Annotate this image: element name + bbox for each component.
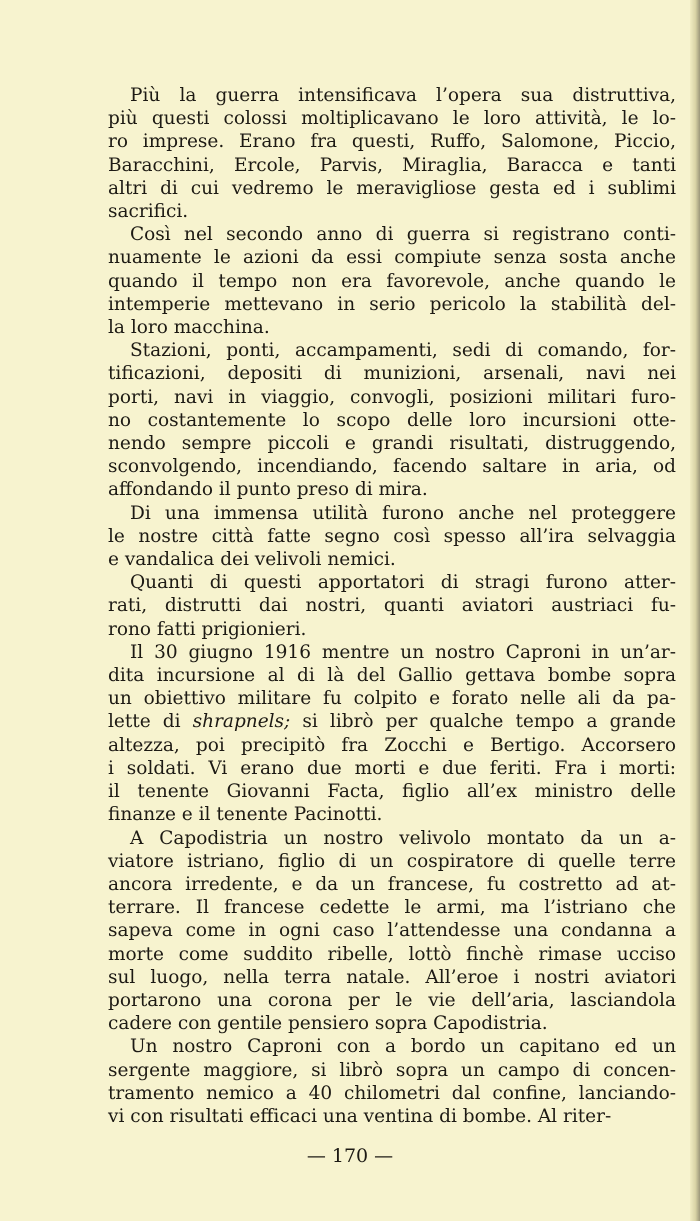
- text-line: Quanti di questi apportatori di stragi furono atter-: [130, 572, 676, 594]
- paragraph: [108, 339, 676, 501]
- paragraph: [108, 827, 676, 1036]
- text-line: sapeva come in ogni caso l’attendesse una condanna a: [108, 920, 676, 942]
- text-line: un obiettivo militare fu colpito e forato nelle ali da pa-: [108, 688, 676, 710]
- paragraph: [108, 223, 676, 339]
- text-line: A Capodistria un nostro velivolo montato da un a-: [130, 827, 676, 849]
- text-line: cadere con gentile pensiero sopra Capodistria.: [108, 1013, 548, 1035]
- text-line: i soldati. Vi erano due morti e due feriti. Fra i morti:: [108, 757, 676, 779]
- text-line: nendo sempre piccoli e grandi risultati, distruggendo,: [108, 433, 676, 455]
- text-line: terrare. Il francese cedette le armi, ma l’istriano che: [108, 897, 676, 919]
- text-line: Di una immensa utilità furono anche nel proteggere: [130, 502, 676, 524]
- paragraph: [108, 571, 676, 641]
- page-body: [108, 84, 676, 1128]
- paragraph: [108, 502, 676, 572]
- text-line: no costantemente lo scopo delle loro incursioni otte-: [108, 409, 676, 431]
- text-line: quando il tempo non era favorevole, anche quando le: [108, 270, 676, 292]
- text-line: tramento nemico a 40 chilometri dal confine, lanciando-: [108, 1082, 676, 1104]
- text-line: intemperie mettevano in serio pericolo la stabilità del-: [108, 293, 676, 315]
- text-line: le nostre città fatte segno così spesso all’ira selvaggia: [108, 525, 676, 547]
- text-line: altri di cui vedremo le meravigliose gesta ed i sublimi: [108, 177, 676, 199]
- text-line: ancora irredente, e da un francese, fu costretto ad at-: [108, 873, 676, 895]
- text-line: sacrifici.: [108, 201, 189, 223]
- text-line: Un nostro Caproni con a bordo un capitano ed un: [130, 1036, 676, 1058]
- paragraph: [108, 1035, 676, 1128]
- page-number: — 170 —: [306, 1145, 394, 1167]
- text-line: finanze e il tenente Pacinotti.: [108, 804, 383, 826]
- page-edge-shadow: [690, 0, 700, 1221]
- text-line: nuamente le azioni da essi compiute senza sosta anche: [108, 247, 676, 269]
- text-line: altezza, poi precipitò fra Zocchi e Bertigo. Accorsero: [108, 734, 676, 756]
- text-line: viatore istriano, figlio di un cospiratore di quelle terre: [108, 850, 676, 872]
- text-line: sul luogo, nella terra natale. All’eroe i nostri aviatori: [108, 966, 676, 988]
- text-line: portarono una corona per le vie dell’aria, lasciandola: [108, 989, 676, 1011]
- text-line: lette di shrapnels; si librò per qualche tempo a grande: [108, 711, 677, 733]
- text-line: Così nel secondo anno di guerra si registrano conti-: [130, 224, 676, 246]
- text-line: porti, navi in viaggio, convogli, posizioni militari furo-: [108, 386, 676, 408]
- text-line: sconvolgendo, incendiando, facendo saltare in aria, od: [108, 456, 676, 478]
- paragraph: [108, 641, 676, 827]
- text-line: più questi colossi moltiplicavano le loro attività, le lo-: [108, 108, 676, 130]
- text-line: il tenente Giovanni Facta, figlio all’ex ministro delle: [108, 781, 676, 803]
- text-line: tificazioni, depositi di munizioni, arsenali, navi nei: [108, 363, 676, 385]
- text-line: e vandalica dei velivoli nemici.: [108, 549, 396, 571]
- paragraph: [108, 84, 676, 223]
- text-line: sergente maggiore, si librò sopra un campo di concen-: [108, 1059, 676, 1081]
- text-line: Il 30 giugno 1916 mentre un nostro Caproni in un’ar-: [130, 641, 676, 663]
- text-line: vi con risultati efficaci una ventina di bombe. Al riter-: [108, 1105, 612, 1127]
- text-line: dita incursione al di là del Gallio gettava bombe sopra: [108, 665, 676, 687]
- italic-term: shrapnels;: [192, 711, 291, 733]
- text-line: morte come suddito ribelle, lottò finchè rimase ucciso: [108, 943, 676, 965]
- text-line: rono fatti prigionieri.: [108, 618, 307, 640]
- text-line: affondando il punto preso di mira.: [108, 479, 428, 501]
- text-line: Baracchini, Ercole, Parvis, Miraglia, Baracca e tanti: [108, 154, 676, 176]
- text-line: Stazioni, ponti, accampamenti, sedi di comando, for-: [130, 340, 676, 362]
- text-line: Più la guerra intensificava l’opera sua distruttiva,: [130, 85, 676, 106]
- text-line: la loro macchina.: [108, 317, 270, 339]
- text-line: rati, distrutti dai nostri, quanti aviatori austriaci fu-: [108, 595, 676, 617]
- text-line: ro imprese. Erano fra questi, Ruffo, Salomone, Piccio,: [108, 131, 676, 153]
